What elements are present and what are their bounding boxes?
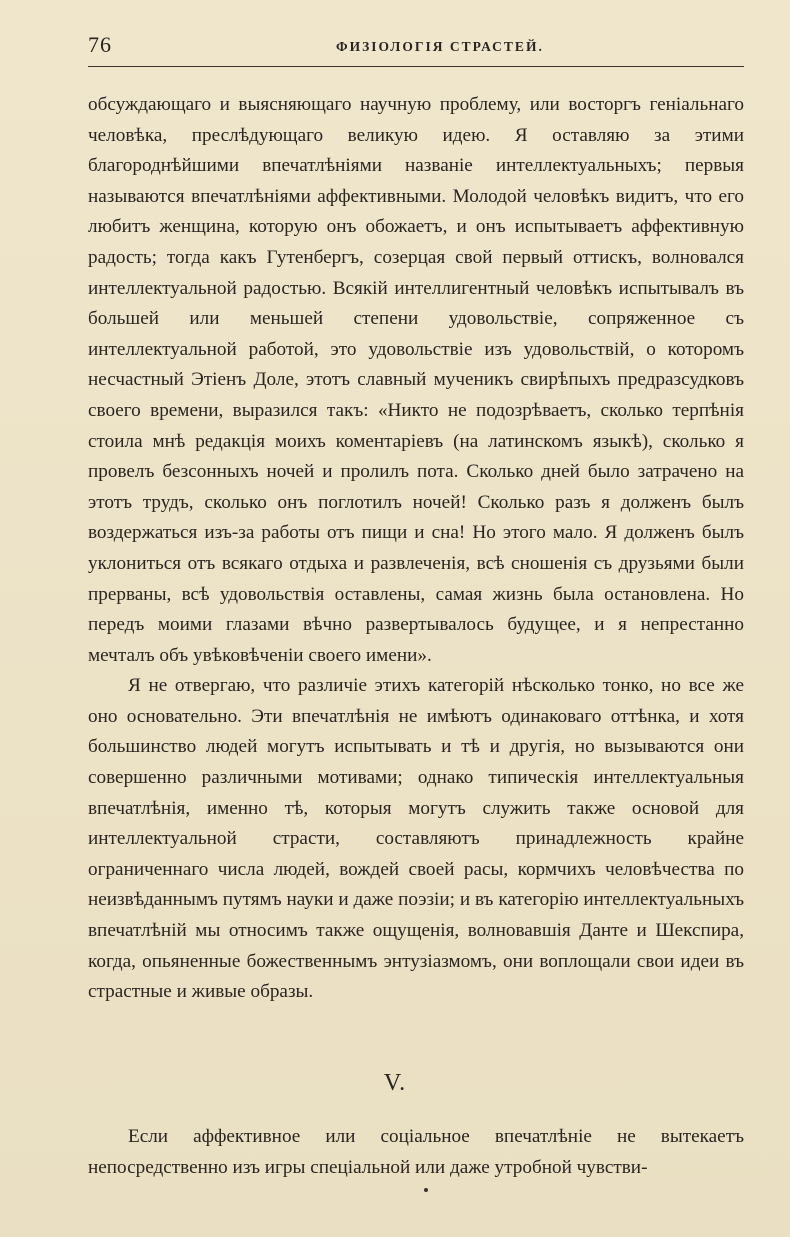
page-header xyxy=(88,32,744,67)
body-text xyxy=(88,90,744,1008)
running-head: ФИЗІОЛОГІЯ СТРАСТЕЙ. xyxy=(336,39,544,54)
page-number: 76 xyxy=(88,32,112,57)
section-paragraph: Если аффективное или соціальное впечатлѣніе не вытекаетъ непосредственно изъ игры спеціальной или даже утробной чувстви- xyxy=(88,1126,744,1178)
printer-mark xyxy=(424,1188,428,1192)
section-text xyxy=(88,1122,744,1183)
section-heading: V. xyxy=(383,1070,407,1096)
paragraph-2: Я не отвергаю, что различіе этихъ категорій нѣсколько тонко, но все же оно основательно. Эти впечатлѣнія не имѣютъ одинаковаго оттѣнка, и хотя большинство людей могутъ испытывать и тѣ и другія, но вызываются они совершенно различными мотивами; однако типическія интеллектуальныя впечатлѣнія, именно тѣ, которыя могутъ служить также основой для интеллектуальной страсти, составляютъ принадлежность крайне ограниченнаго числа людей, вождей своей расы, кормчихъ человѣчества по неизвѣданнымъ путямъ науки и даже поэзіи; и въ категорію интеллектуальныхъ впечатлѣній мы относимъ также ощущенія, волновавшія Данте и Шекспира, когда, опьяненные божественнымъ энтузіазмомъ, они воплощали свои идеи въ страстные и живые образы. xyxy=(88,675,744,1003)
paragraph-1: обсуждающаго и выясняющаго научную проблему, или восторгъ геніальнаго человѣка, преслѣдующаго великую идею. Я оставляю за этими благороднѣйшими впечатлѣніями названіе интеллектуальныхъ; первыя называются впечатлѣніями аффективными. Молодой человѣкъ видитъ, что его любитъ женщина, которую онъ обожаетъ, и онъ испытываетъ аффективную радость; тогда какъ Гутенбергъ, созерцая свой первый оттискъ, волновался интеллектуальной радостью. Всякій интеллигентный человѣкъ испытывалъ въ большей или меньшей степени удовольствіе, сопряженное съ интеллектуальной работой, это удовольствіе изъ удовольствій, о которомъ несчастный Этіенъ Доле, этотъ славный мученикъ свирѣпыхъ предразсудковъ своего времени, выразился такъ: «Никто не подозрѣваетъ, сколько терпѣнія стоила мнѣ редакція моихъ коментаріевъ (на латинскомъ языкѣ), сколько я провелъ безсонныхъ ночей и пролилъ пота. Сколько дней было затрачено на этотъ трудъ, сколько онъ поглотилъ ночей! Сколько разъ я долженъ былъ воздержаться изъ-за работы отъ пищи и сна! Но этого мало. Я долженъ былъ уклониться отъ всякаго отдыха и развлеченія, всѣ сношенія съ друзьями были прерваны, всѣ удовольствія оставлены, самая жизнь была остановлена. Но передъ моими глазами вѣчно развертывалось будущее, и я непрестанно мечталъ объ увѣковѣченіи своего имени». xyxy=(88,94,744,666)
